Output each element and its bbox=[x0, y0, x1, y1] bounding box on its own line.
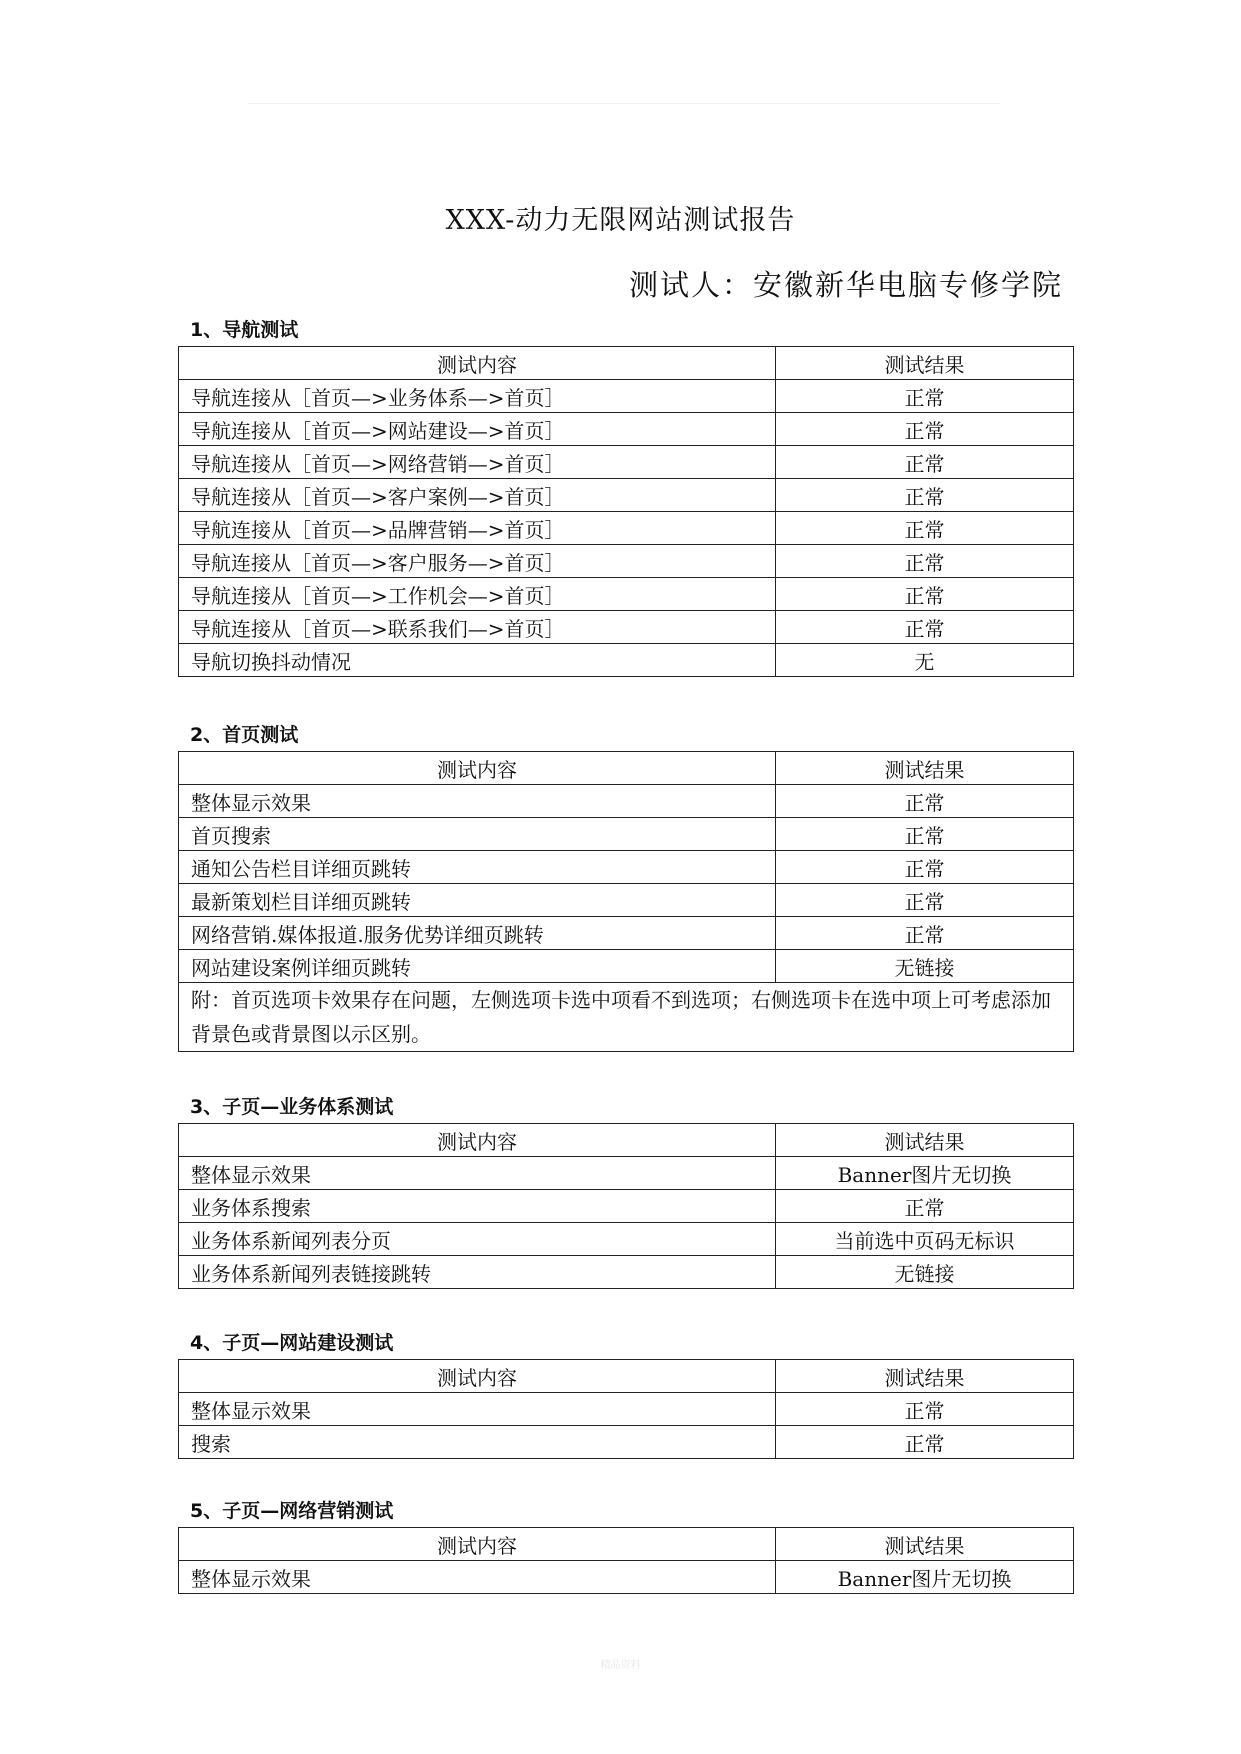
test-item: 导航连接从［首页—>客户服务—>首页］ bbox=[179, 545, 776, 578]
section-heading: 2、首页测试 bbox=[190, 724, 299, 746]
column-header-result: 测试结果 bbox=[776, 347, 1074, 380]
table-note-row bbox=[179, 983, 1074, 1052]
column-header-result: 测试结果 bbox=[776, 752, 1074, 785]
section-heading: 4、子页—网站建设测试 bbox=[190, 1332, 394, 1354]
test-result: Banner图片无切换 bbox=[776, 1561, 1074, 1594]
test-item: 导航连接从［首页—>品牌营销—>首页］ bbox=[179, 512, 776, 545]
test-item: 导航连接从［首页—>客户案例—>首页］ bbox=[179, 479, 776, 512]
test-result: 正常 bbox=[776, 545, 1074, 578]
test-item: 导航连接从［首页—>联系我们—>首页］ bbox=[179, 611, 776, 644]
section-heading: 1、导航测试 bbox=[190, 319, 299, 341]
section-website-build-test bbox=[178, 1327, 1073, 1459]
section-heading: 5、子页—网络营销测试 bbox=[190, 1500, 394, 1522]
test-result: 正常 bbox=[776, 917, 1074, 950]
test-item: 首页搜索 bbox=[179, 818, 776, 851]
column-header-content: 测试内容 bbox=[179, 1528, 776, 1561]
test-result: 无链接 bbox=[776, 1256, 1074, 1289]
test-item: 网站建设案例详细页跳转 bbox=[179, 950, 776, 983]
table-row bbox=[179, 1561, 1074, 1594]
table-row bbox=[179, 578, 1074, 611]
test-item: 网络营销.媒体报道.服务优势详细页跳转 bbox=[179, 917, 776, 950]
test-item: 整体显示效果 bbox=[179, 1393, 776, 1426]
table-row bbox=[179, 446, 1074, 479]
column-header-result: 测试结果 bbox=[776, 1124, 1074, 1157]
table-header-row bbox=[179, 752, 1074, 785]
test-item: 业务体系新闻列表分页 bbox=[179, 1223, 776, 1256]
table-row bbox=[179, 917, 1074, 950]
results-table bbox=[178, 1123, 1074, 1289]
results-table bbox=[178, 751, 1074, 1052]
test-item: 导航连接从［首页—>业务体系—>首页］ bbox=[179, 380, 776, 413]
table-row bbox=[179, 818, 1074, 851]
table-row bbox=[179, 644, 1074, 677]
table-row bbox=[179, 413, 1074, 446]
test-result: 正常 bbox=[776, 818, 1074, 851]
test-item: 业务体系搜索 bbox=[179, 1190, 776, 1223]
column-header-content: 测试内容 bbox=[179, 752, 776, 785]
page-header-rule bbox=[248, 103, 1000, 104]
table-row bbox=[179, 851, 1074, 884]
section-network-marketing-test bbox=[178, 1495, 1073, 1594]
table-row bbox=[179, 1190, 1074, 1223]
footer-watermark: 精品资料 bbox=[600, 1660, 641, 1671]
table-row bbox=[179, 1393, 1074, 1426]
test-result: 正常 bbox=[776, 851, 1074, 884]
results-table bbox=[178, 1359, 1074, 1459]
table-row bbox=[179, 479, 1074, 512]
table-header-row bbox=[179, 1528, 1074, 1561]
test-result: 正常 bbox=[776, 479, 1074, 512]
test-result: 正常 bbox=[776, 512, 1074, 545]
test-result: 正常 bbox=[776, 1393, 1074, 1426]
test-item: 整体显示效果 bbox=[179, 785, 776, 818]
document-subtitle: 测试人：安徽新华电脑专修学院 bbox=[628, 268, 1063, 302]
table-row bbox=[179, 611, 1074, 644]
table-header-row bbox=[179, 347, 1074, 380]
section-homepage-test bbox=[178, 719, 1073, 1052]
table-row bbox=[179, 1426, 1074, 1459]
test-item: 最新策划栏目详细页跳转 bbox=[179, 884, 776, 917]
test-result: 正常 bbox=[776, 884, 1074, 917]
test-item: 整体显示效果 bbox=[179, 1561, 776, 1594]
test-result: Banner图片无切换 bbox=[776, 1157, 1074, 1190]
section-business-system-test bbox=[178, 1091, 1073, 1289]
table-header-row bbox=[179, 1124, 1074, 1157]
test-result: 当前选中页码无标识 bbox=[776, 1223, 1074, 1256]
table-row bbox=[179, 1157, 1074, 1190]
column-header-content: 测试内容 bbox=[179, 347, 776, 380]
test-item: 导航连接从［首页—>网站建设—>首页］ bbox=[179, 413, 776, 446]
column-header-result: 测试结果 bbox=[776, 1528, 1074, 1561]
results-table bbox=[178, 1527, 1074, 1594]
test-item: 通知公告栏目详细页跳转 bbox=[179, 851, 776, 884]
table-row bbox=[179, 1223, 1074, 1256]
test-item: 整体显示效果 bbox=[179, 1157, 776, 1190]
test-result: 正常 bbox=[776, 1190, 1074, 1223]
table-row bbox=[179, 512, 1074, 545]
column-header-result: 测试结果 bbox=[776, 1360, 1074, 1393]
section-navigation-test bbox=[178, 314, 1073, 677]
results-table bbox=[178, 346, 1074, 677]
table-row bbox=[179, 950, 1074, 983]
column-header-content: 测试内容 bbox=[179, 1124, 776, 1157]
test-item: 导航切换抖动情况 bbox=[179, 644, 776, 677]
table-header-row bbox=[179, 1360, 1074, 1393]
test-note: 附：首页选项卡效果存在问题，左侧选项卡选中项看不到选项；右侧选项卡在选中项上可考虑添加背景色或背景图以示区别。 bbox=[179, 983, 1074, 1052]
test-item: 搜索 bbox=[179, 1426, 776, 1459]
test-result: 正常 bbox=[776, 785, 1074, 818]
table-row bbox=[179, 1256, 1074, 1289]
document-title: XXX-动力无限网站测试报告 bbox=[445, 205, 796, 236]
test-item: 导航连接从［首页—>工作机会—>首页］ bbox=[179, 578, 776, 611]
section-heading: 3、子页—业务体系测试 bbox=[190, 1096, 394, 1118]
table-row bbox=[179, 785, 1074, 818]
table-row bbox=[179, 884, 1074, 917]
test-result: 正常 bbox=[776, 413, 1074, 446]
test-item: 导航连接从［首页—>网络营销—>首页］ bbox=[179, 446, 776, 479]
test-item: 业务体系新闻列表链接跳转 bbox=[179, 1256, 776, 1289]
test-result: 正常 bbox=[776, 611, 1074, 644]
test-result: 正常 bbox=[776, 380, 1074, 413]
table-row bbox=[179, 380, 1074, 413]
test-result: 正常 bbox=[776, 578, 1074, 611]
test-result: 无 bbox=[776, 644, 1074, 677]
test-result: 正常 bbox=[776, 1426, 1074, 1459]
test-result: 正常 bbox=[776, 446, 1074, 479]
column-header-content: 测试内容 bbox=[179, 1360, 776, 1393]
test-result: 无链接 bbox=[776, 950, 1074, 983]
table-row bbox=[179, 545, 1074, 578]
